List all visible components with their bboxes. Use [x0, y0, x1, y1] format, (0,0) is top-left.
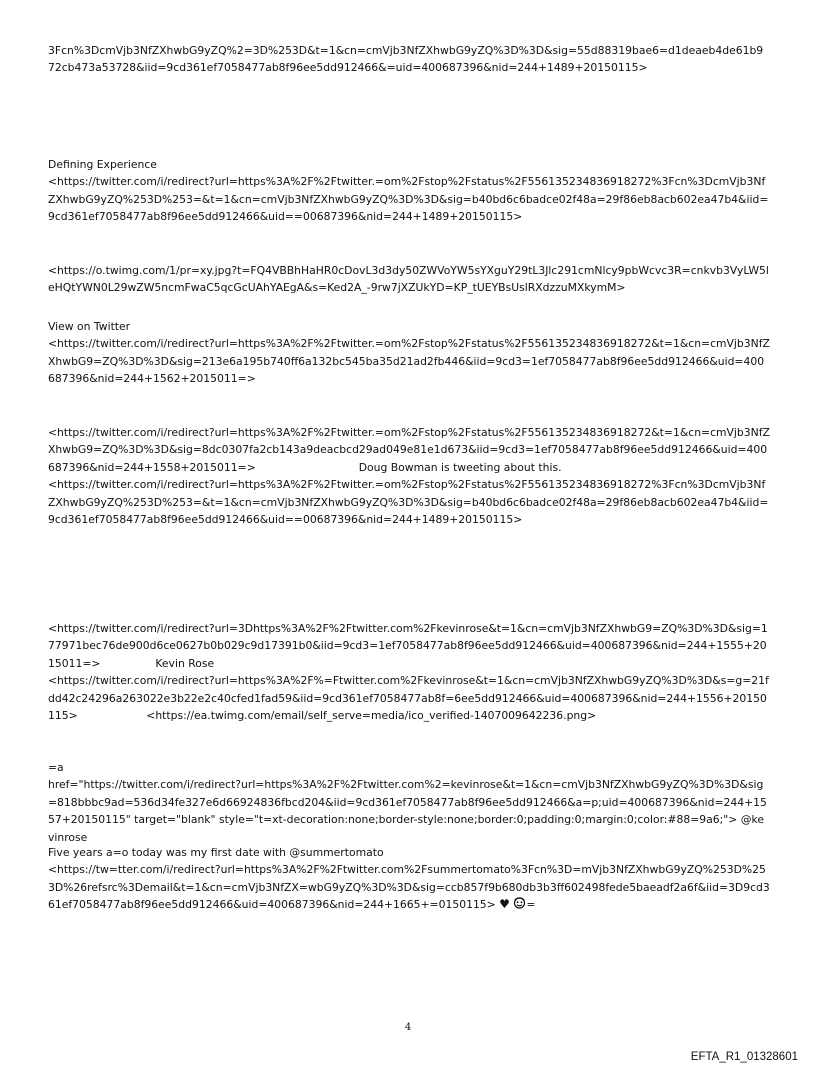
tweeting-note: Doug Bowman is tweeting about this. [358, 460, 562, 474]
face-emoji-icon [513, 897, 526, 909]
paragraph-doug-bowman [48, 424, 770, 528]
document-id-stamp: EFTA_R1_01328601 [690, 1051, 798, 1063]
redirect-link-text: <https://twitter.com/i/redirect?url=https%3A%2F%2Ftwitter.=om%2Fstop%2Fstatus%2F556135234836918272%3Fcn%3DcmVjb3NfZXhwbG9yZQ%253D%253=&t=1&cn=cmVjb3NfZXhwbG9yZQ%3D%3D&sig=b40bd6c6badce02f48a=29f86eb8acb602ea47b4&iid=9cd361ef7058477ab8f96ee5dd912466&uid==00687396&nid=244+1489+20150115> [48, 478, 769, 527]
tweet-text: Five years a=o today was my first date with @summertomato <https://tw=tter.com/i/redirect?url=https%3A%2F%2Ftwitter.com%2Fsummertomato%3Fcn%3D=mVjb3NfZXhwbG9yZQ%253D%253D%26refsrc%3Demail&t=1&cn=cmVjb3NfZX=wbG9yZQ%3D%3D&sig=ccb857f9b680db3b3ff602498fede5baeadf2a6f&iid=3D9cd361ef7058477ab8f96ee5dd912466&uid=400687396&nid=244+1665+=0150115> [48, 846, 770, 912]
redirect-link-text: <https://twitter.com/i/redirect?url=3Dhttps%3A%2F%2Ftwitter.com%2Fkevinrose&t=1&cn=cmVjb3NfZXhwbG9=ZQ%3D%3D&sig=177971bec76de900d6ce0627b0b029c9d17391b0&iid=9cd3=1ef7058477ab8f96ee5dd912466&uid=400687396&nid=244+1555+2015011=> [48, 622, 768, 670]
paragraph-kevin-rose [48, 620, 770, 724]
paragraph-defining-experience: Defining Experience <https://twitter.com/i/redirect?url=https%3A%2F%2Ftwitter.=om%2Fstop%2Fstatus%2F556135234836918272%3Fcn%3DcmVjb3NfZXhwbG9yZQ%253D%253=&t=1&cn=cmVjb3NfZXhwbG9yZQ%3D%3D&sig=b40bd6c6badce02f48a=29f86eb8acb602ea47b4&iid=9cd361ef7058477ab8f96ee5dd912466&uid==00687396&nid=244+1489+20150115> [48, 158, 769, 224]
paragraph-href-markup: =a href="https://twitter.com/i/redirect?url=https%3A%2F%2Ftwitter.com%2=kevinrose&t=1&cn=cmVjb3NfZXhwbG9yZQ%3D%3D&sig=818bbbc9ad=536d34fe327e6d66924836fbcd204&iid=9cd361ef7058477ab8f96ee5dd912466&a=p;uid=400687396&nid=244+1557+20150115" target="blank" style="t=xt-decoration:none;border-style:none;border:0;padding:0;margin:0;color:#88=9a6;"> @kevinrose [48, 761, 767, 844]
verified-icon-url: <https://ea.twimg.com/email/self_serve=media/ico_verified-1407009642236.png> [77, 709, 597, 723]
paragraph-image-url: <https://o.twimg.com/1/pr=xy.jpg?t=FQ4VBBhHaHR0cDovL3d3dy50ZWVoYW5sYXguY29tL3Jlc291cmNlcy9pbWcvc3R=cnkvb3VyLW5leHQtYWN0L29wZW5ncmFwaC5qcGcUAhYAEgA&s=Ked2A_-9rw7jXZUkYD=KP_tUEYBsUslRXdzzuMXkymM> [48, 264, 769, 295]
author-name: Kevin Rose [155, 656, 215, 670]
paragraph-view-on-twitter: View on Twitter <https://twitter.com/i/redirect?url=https%3A%2F%2Ftwitter.=om%2Fstop%2Fstatus%2F556135234836918272&t=1&cn=cmVjb3NfZXhwbG9=ZQ%3D%3D&sig=213e6a195b740ff6a132bc545ba35d21ad2fb446&iid=9cd3=1ef7058477ab8f96ee5dd912466&uid=400687396&nid=244+1562+2015011=> [48, 320, 770, 386]
paragraph-five-years [48, 844, 770, 914]
heart-icon: ♥ [499, 897, 510, 912]
page-number: 4 [404, 1022, 412, 1033]
redirect-link-text: <https://twitter.com/i/redirect?url=https%3A%2F%2Ftwitter.=om%2Fstop%2Fstatus%2F556135234836918272&t=1&cn=cmVjb3NfZXhwbG9=ZQ%3D%3D&sig=8dc0307fa2cb143a9deacbcd29ad049e81e1d673&iid=9cd3=1ef7058477ab8f96ee5dd912466&uid=400687396&nid=244+1558+2015011=> [48, 426, 770, 474]
redirect-link-text: <https://twitter.com/i/redirect?url=https%3A%2F%=Ftwitter.com%2Fkevinrose&t=1&cn=cmVjb3NfZXhwbG9yZQ%3D%3D&s=g=21fdd42c24296a263022e3b22e2c40cfed1fad59&iid=9cd361ef7058477ab8f=6ee5dd912466&uid=400687396&nid=244+1556+20150115> [48, 674, 769, 723]
paragraph-url-fragment: 3Fcn%3DcmVjb3NfZXhwbG9yZQ%2=3D%253D&t=1&cn=cmVjb3NfZXhwbG9yZQ%3D%3D&sig=55d88319bae6=d1deaeb4de61b972cb473a53728&iid=9cd361ef7058477ab8f96ee5dd912466&=uid=400687396&nid=244+1489+20150115> [48, 44, 764, 75]
trailing-equals: = [526, 898, 536, 912]
